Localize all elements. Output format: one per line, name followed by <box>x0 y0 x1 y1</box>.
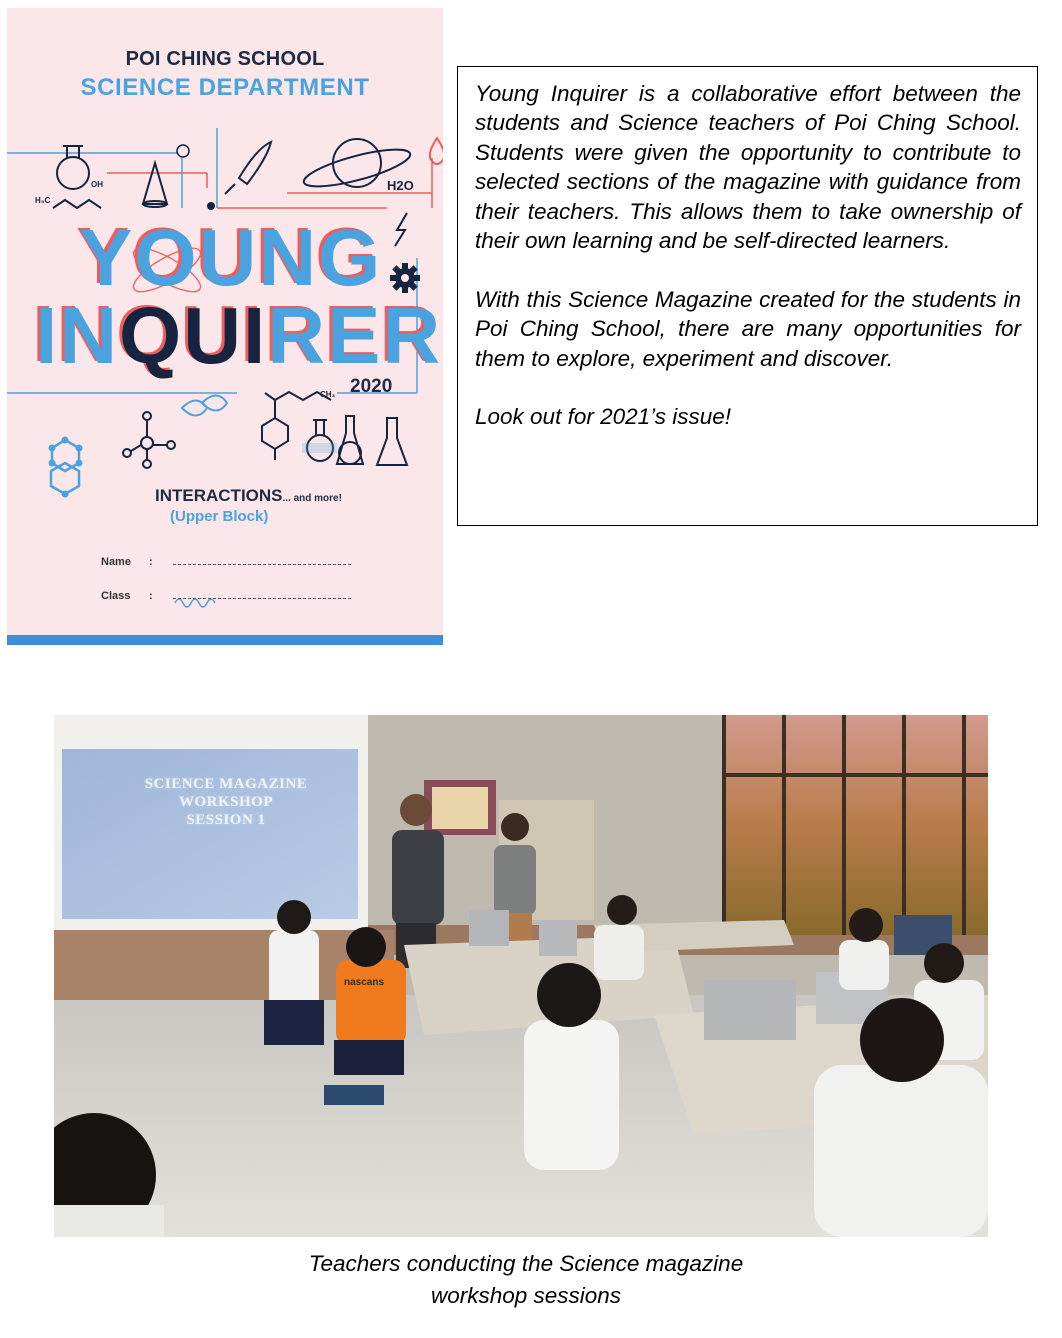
cover-year: 2020 <box>350 376 393 397</box>
cover-department: SCIENCE DEPARTMENT <box>80 74 370 101</box>
cover-interactions <box>155 486 342 506</box>
chem-ch3-label: CH₃ <box>320 390 336 399</box>
cover-bottom-bar <box>7 635 443 645</box>
screen-line-3: SESSION 1 <box>186 812 266 828</box>
photo-caption <box>0 1248 1052 1312</box>
name-label: Name <box>101 556 131 568</box>
chem-h3c-label: H₃C <box>35 196 51 205</box>
title-part-in: IN <box>35 291 119 380</box>
classroom-photo <box>54 715 988 1237</box>
class-field <box>101 590 153 602</box>
name-colon: : <box>149 556 153 568</box>
class-line <box>173 598 351 599</box>
title-part-rer: RER <box>267 291 443 380</box>
shirt-text: nascans <box>344 977 385 988</box>
cover-block: (Upper Block) <box>170 508 269 525</box>
name-field <box>101 556 153 568</box>
description-box <box>457 66 1038 526</box>
description-paragraph-3: Look out for 2021’s issue! <box>475 404 732 430</box>
cover-school-name: POI CHING SCHOOL <box>125 48 325 70</box>
magazine-cover <box>7 8 443 645</box>
cover-title-inquirer <box>35 291 443 380</box>
screen-line-1: SCIENCE MAGAZINE <box>144 776 308 792</box>
cover-title-young: YOUNG <box>79 213 383 302</box>
screen-line-2: WORKSHOP <box>178 794 273 810</box>
caption-line-1: Teachers conducting the Science magazine <box>308 1251 744 1276</box>
description-paragraph-2: With this Science Magazine created for the students in Poi Ching School, there are many opportunities for them to explore, experiment and discover. <box>475 286 1021 371</box>
chem-oh-label: OH <box>91 180 103 189</box>
projector-screen-text <box>111 775 341 829</box>
caption-line-2: workshop sessions <box>430 1283 622 1308</box>
h2o-label: H2O <box>387 178 414 193</box>
name-line <box>173 564 351 565</box>
description-paragraph-1: Young Inquirer is a collaborative effort between the students and Science teachers of Poi Ching School. Students were given the opportunity to contribute to selected sections of the magazine with guidance from their teachers. This allows them to take ownership of their own learning and be self-directed learners. <box>475 81 1021 254</box>
title-part-qui: QUI <box>119 291 268 380</box>
and-more-label: ... and more! <box>282 493 342 504</box>
class-colon: : <box>149 590 153 602</box>
class-label: Class <box>101 590 131 602</box>
interactions-label: INTERACTIONS <box>155 486 283 505</box>
